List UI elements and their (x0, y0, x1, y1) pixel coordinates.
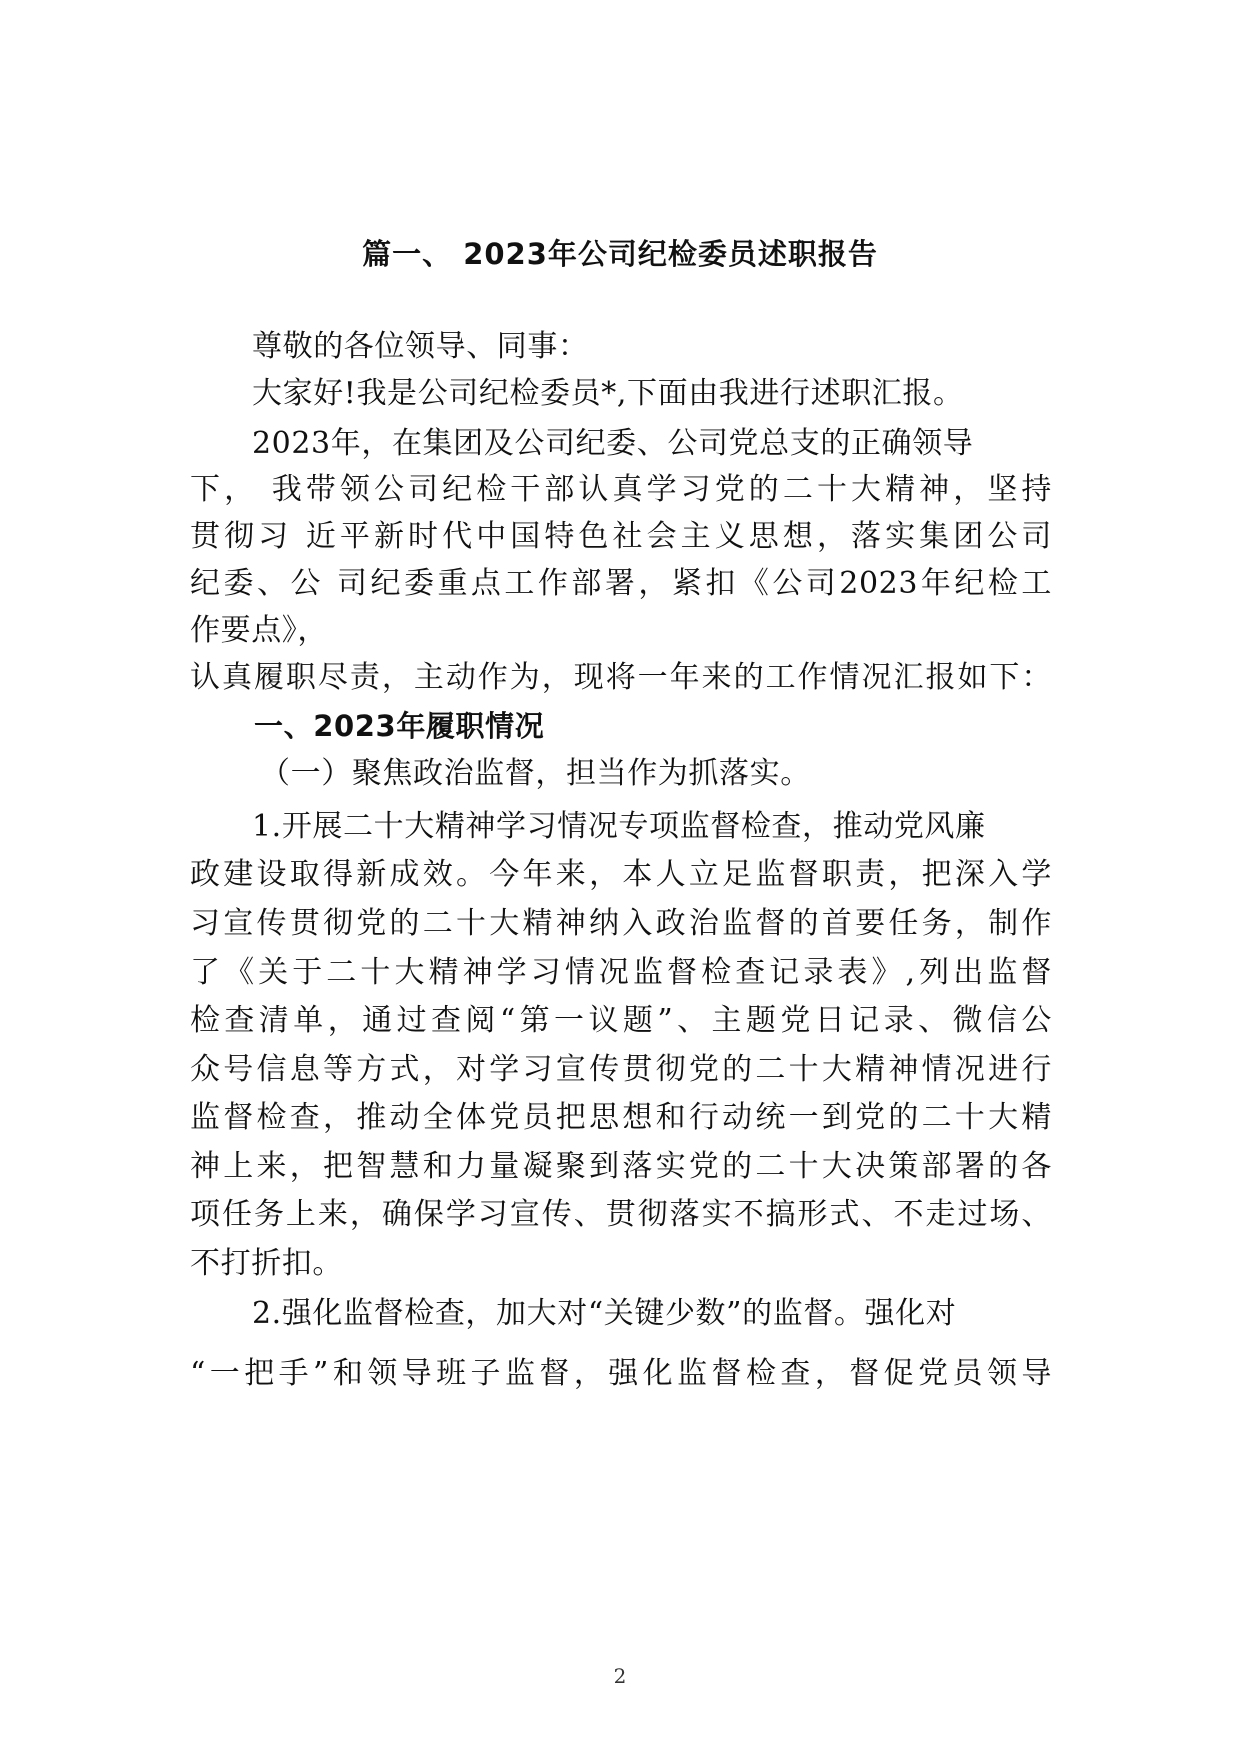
paragraph-line: 习宣传贯彻党的二十大精神纳入政治监督的首要任务，制作 (190, 906, 1052, 941)
paragraph-line: 下， 我带领公司纪检干部认真学习党的二十大精神，坚持 (190, 472, 1052, 507)
paragraph-line: 不打折扣。 (190, 1246, 343, 1281)
paragraph-line: 监督检查，推动全体党员把思想和行动统一到党的二十大精 (190, 1100, 1052, 1135)
salutation: 尊敬的各位领导、同事： (252, 329, 589, 364)
paragraph-line: 贯彻习 近平新时代中国特色社会主义思想，落实集团公司 (190, 519, 1052, 554)
paragraph-line: 众号信息等方式，对学习宣传贯彻党的二十大精神情况进行 (190, 1052, 1052, 1087)
paragraph-line: 检查清单，通过查阅“第一议题”、主题党日记录、微信公 (190, 1003, 1052, 1038)
paragraph-line: 项任务上来，确保学习宣传、贯彻落实不搞形式、不走过场、 (190, 1197, 1052, 1232)
paragraph-line: 神上来，把智慧和力量凝聚到落实党的二十大决策部署的各 (190, 1149, 1052, 1184)
section-heading: 一、2023年履职情况 (254, 709, 545, 743)
paragraph-line: 作要点》， (190, 613, 328, 648)
paragraph-line: 了《关于二十大精神学习情况监督检查记录表》,列出监督 (190, 955, 1052, 990)
paragraph-line: 2.强化监督检查，加大对“关键少数”的监督。强化对 (252, 1296, 957, 1331)
page-number: 2 (613, 1664, 627, 1688)
greeting: 大家好!我是公司纪检委员*,下面由我进行述职汇报。 (252, 376, 964, 411)
paragraph-line: “一把手”和领导班子监督，强化监督检查，督促党员领导 (190, 1356, 1052, 1391)
paragraph-line: 纪委、公 司纪委重点工作部署，紧扣《公司2023年纪检工 (190, 566, 1052, 601)
paragraph-line: 认真履职尽责，主动作为，现将一年来的工作情况汇报如下： (190, 660, 1052, 695)
paragraph-line: 2023年，在集团及公司纪委、公司党总支的正确领导 (252, 426, 974, 461)
subsection-heading: （一）聚焦政治监督，担当作为抓落实。 (260, 756, 811, 791)
paragraph-line: 1.开展二十大精神学习情况专项监督检查，推动党风廉 (252, 809, 986, 844)
document-title: 篇一、 2023年公司纪检委员述职报告 (362, 237, 878, 271)
paragraph-line: 政建设取得新成效。今年来，本人立足监督职责，把深入学 (190, 857, 1052, 892)
